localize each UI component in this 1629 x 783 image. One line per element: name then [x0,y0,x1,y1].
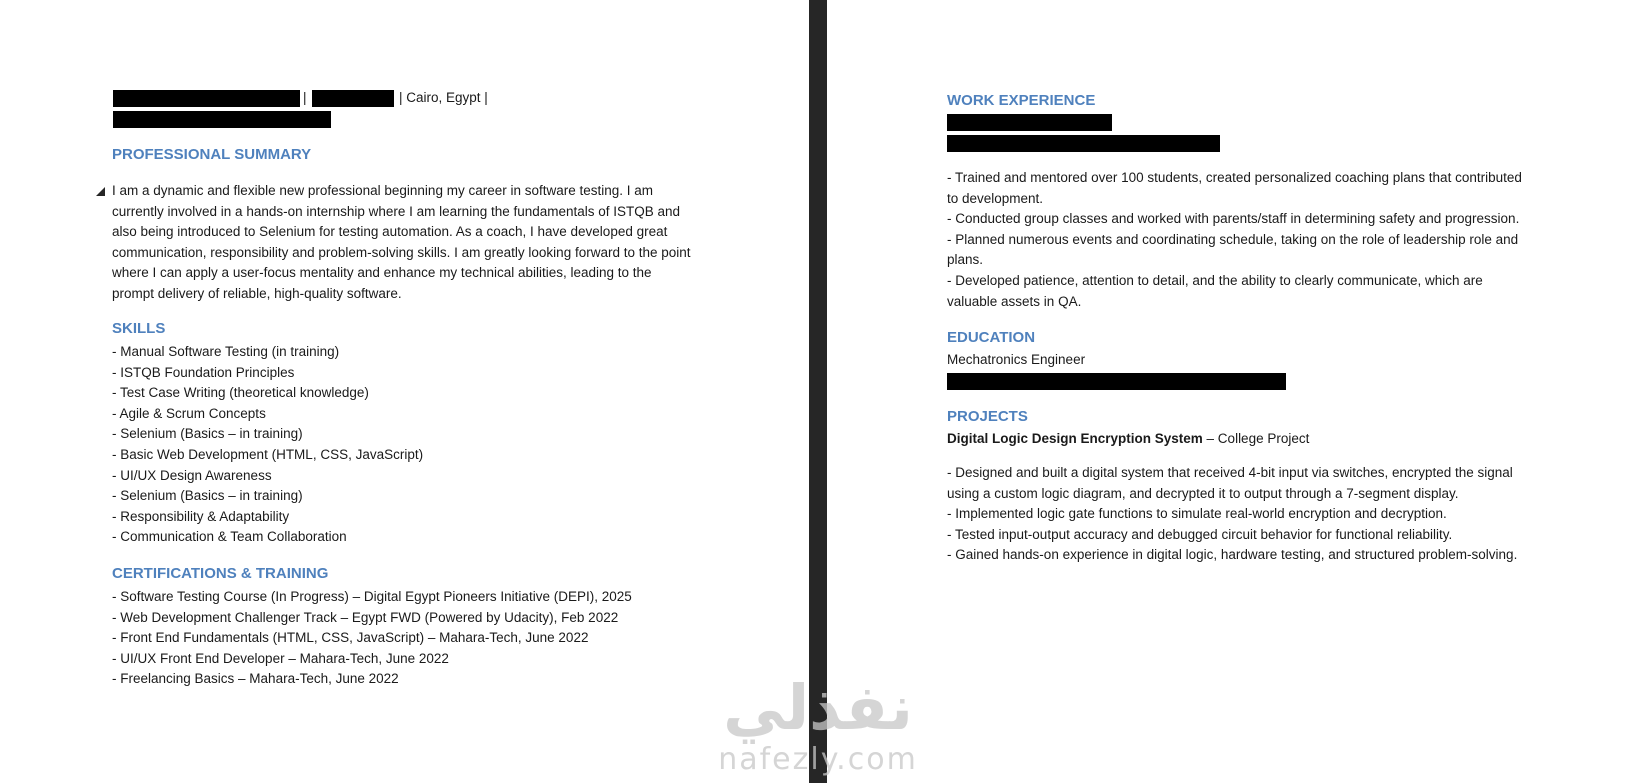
work-item: - Developed patience, attention to detail, and the ability to clearly communicate, which are valuable assets in QA. [947,272,1483,309]
project-item: - Implemented logic gate functions to simulate real-world encryption and decryption. [947,506,1447,522]
summary-heading: PROFESSIONAL SUMMARY [112,146,312,163]
projects-list [947,463,1527,566]
project-type: – College Project [1202,431,1310,446]
redacted-name [113,90,300,107]
skill-item: - Responsibility & Adaptability [112,508,290,524]
work-experience-list [947,168,1527,312]
skill-item: - ISTQB Foundation Principles [112,364,295,380]
project-item: - Tested input-output accuracy and debugged circuit behavior for functional reliability. [947,526,1453,542]
resume-page-left [0,0,809,783]
work-item: - Planned numerous events and coordinating schedule, taking on the role of leadership role and plans. [947,231,1519,268]
certifications-list [112,587,632,690]
skill-item: - Selenium (Basics – in training) [112,488,303,504]
watermark-latin-text: nafezly.com [718,742,918,777]
work-item: - Trained and mentored over 100 students, created personalized coaching plans that contributed to development. [947,170,1522,206]
project-item: - Designed and built a digital system that received 4-bit input via switches, encrypted the signal using a custom logic diagram, and decrypted it to output through a 7-segment display. [947,465,1513,501]
certification-item: - Freelancing Basics – Mahara-Tech, June 2022 [112,671,399,687]
project-item: - Gained hands-on experience in digital logic, hardware testing, and structured problem-solving. [947,547,1518,563]
collapse-triangle-icon[interactable] [96,187,105,196]
redacted-email [113,111,331,128]
education-heading: EDUCATION [947,329,1036,346]
certification-item: - Web Development Challenger Track – Egypt FWD (Powered by Udacity), Feb 2022 [112,609,619,625]
skill-item: - UI/UX Design Awareness [112,467,272,483]
work-item: - Conducted group classes and worked with parents/staff in determining safety and progression. [947,211,1520,227]
education-degree: Mechatronics Engineer [947,352,1086,367]
skill-item: - Basic Web Development (HTML, CSS, JavaScript) [112,446,424,462]
skill-item: - Manual Software Testing (in training) [112,344,340,359]
certification-item: - UI/UX Front End Developer – Mahara-Tech, June 2022 [112,650,449,666]
skills-list [112,342,423,548]
certification-item: - Front End Fundamentals (HTML, CSS, JavaScript) – Mahara-Tech, June 2022 [112,630,589,646]
redacted-job-title [947,114,1112,131]
summary-text: I am a dynamic and flexible new professional beginning my career in software testing. I am currently involved in a hands-on internship where I am learning the fundamentals of ISTQB and also being introduced to Selenium for testing automation. As a coach, I have developed great communication, responsibility and problem-solving skills. I am greatly looking forward to the point where I can apply a user-focus mentality and enhance my technical abilities, leading to the prompt delivery of reliable, high-quality software. [112,183,691,301]
project-title-line [947,429,1309,450]
contact-location: | Cairo, Egypt | [399,90,488,105]
projects-heading: PROJECTS [947,408,1028,425]
project-title: Digital Logic Design Encryption System [947,431,1203,446]
certification-item: - Software Testing Course (In Progress) – Digital Egypt Pioneers Initiative (DEPI), 2025 [112,589,632,604]
skill-item: - Selenium (Basics – in training) [112,426,303,442]
skill-item: - Communication & Team Collaboration [112,529,347,545]
page-divider [809,0,827,783]
certifications-heading: CERTIFICATIONS & TRAINING [112,565,329,582]
skill-item: - Agile & Scrum Concepts [112,405,266,421]
watermark-arabic-text: نفذلي [723,671,913,744]
work-experience-heading: WORK EXPERIENCE [947,92,1096,109]
resume-page-right [827,0,1629,783]
redacted-phone [312,90,394,107]
contact-separator: | [303,90,307,105]
skill-item: - Test Case Writing (theoretical knowledge) [112,385,369,401]
redacted-university [947,373,1286,390]
skills-heading: SKILLS [112,320,166,337]
redacted-employer [947,135,1220,152]
